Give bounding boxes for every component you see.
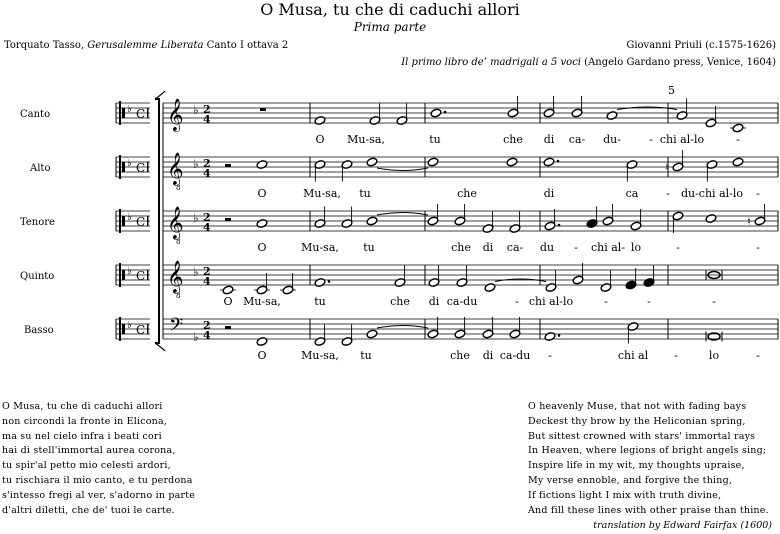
- whole-note: [705, 214, 717, 224]
- half-note: [394, 278, 406, 288]
- lyric-syllable: O: [223, 295, 233, 308]
- whole-note: [256, 160, 268, 170]
- voice-name-alto: Alto: [30, 163, 51, 174]
- time-signature-bottom: 4: [203, 329, 211, 342]
- incipit-clef-mark: [119, 155, 121, 179]
- time-signature-top: 2: [203, 211, 211, 224]
- octave-mark: 8: [176, 292, 181, 300]
- poem-line-italian: non circondi la fronte in Elicona,: [2, 415, 168, 427]
- lyric-syllable: chi al-lo: [528, 295, 574, 308]
- half-note: [626, 160, 638, 170]
- quarter-note: [625, 280, 637, 290]
- lyric-syllable: O: [315, 133, 325, 146]
- time-signature-top: 2: [203, 103, 211, 116]
- lyric-syllable: -: [548, 349, 552, 362]
- whole-note: [430, 108, 442, 118]
- lyric-syllable: -: [666, 187, 670, 200]
- lyric-syllable: Mu-sa,: [303, 187, 341, 200]
- poem-line-italian: tu rischiara il mio canto, e tu perdona: [2, 475, 193, 486]
- whole-note: [366, 216, 378, 226]
- time-signature-bottom: 4: [203, 275, 211, 288]
- half-note: [507, 108, 519, 118]
- lyric-syllable: di: [482, 349, 494, 362]
- half-note: [341, 337, 353, 347]
- lyric-syllable: ca-du: [499, 349, 531, 362]
- dot: [558, 224, 561, 227]
- half-note: [314, 219, 326, 229]
- half-note: [396, 116, 408, 126]
- lyric-syllable: -: [756, 187, 760, 200]
- dot: [558, 334, 561, 337]
- incipit-clef-mark: [122, 324, 125, 334]
- time-signature-bottom: 4: [203, 221, 211, 234]
- dot: [328, 280, 331, 283]
- half-note: [509, 224, 521, 234]
- half-note: [314, 337, 326, 347]
- source-title: Il primo libro de’ madrigali a 5 voci: [401, 57, 581, 68]
- incipit-clef-mark: [122, 108, 125, 118]
- lyric-syllable: che: [390, 295, 410, 308]
- incipit-clef-mark: [119, 209, 121, 233]
- half-note: [571, 108, 583, 118]
- poet-work: Gerusalemme Liberata: [87, 40, 204, 51]
- whole-note: [544, 332, 556, 342]
- lyric-syllable: -: [736, 133, 740, 146]
- half-note: [509, 329, 521, 339]
- lyric-syllable: di: [482, 241, 494, 254]
- incipit-clef-mark: [119, 263, 121, 287]
- tie: [377, 168, 428, 171]
- poem-line-italian: tu spir'al petto mio celesti ardori,: [2, 460, 171, 472]
- half-note: [572, 275, 584, 285]
- lyric-syllable: di: [543, 187, 555, 200]
- bass-clef: 𝄢: [169, 315, 184, 340]
- incipit-rest: [147, 162, 149, 172]
- whole-note: [732, 157, 744, 167]
- lyric-syllable: tu: [360, 349, 372, 362]
- piece-title: O Musa, tu che di caduchi allori: [260, 0, 520, 19]
- whole-note: [484, 283, 496, 293]
- time-signature-top: 2: [203, 157, 211, 170]
- whole-note: [543, 157, 555, 167]
- whole-note: [427, 157, 439, 167]
- system-bracket: [155, 99, 159, 343]
- half-note: [706, 160, 718, 170]
- lyric-syllable: -: [756, 241, 760, 254]
- poem-line-english: My verse ennoble, and forgive the thing,: [528, 475, 733, 486]
- lyric-syllable: di: [543, 133, 555, 146]
- lyric-syllable: chi al-lo: [659, 133, 705, 146]
- lyric-syllable: du: [539, 241, 555, 254]
- half-note: [282, 285, 294, 295]
- time-signature-bottom: 4: [203, 113, 211, 126]
- half-note: [427, 329, 439, 339]
- incipit-mensuration: C: [136, 269, 146, 283]
- poet-name: Torquato Tasso,: [4, 40, 88, 51]
- natural-sign: ♮: [665, 161, 669, 174]
- poem-line-english: O heavenly Muse, that not with fading bays: [528, 401, 747, 412]
- lyric-syllable: che: [503, 133, 523, 146]
- half-rest: [225, 218, 231, 221]
- lyric-syllable: tu: [314, 295, 326, 308]
- lyric-syllable: lo: [630, 241, 642, 254]
- lyric-syllable: chi al-: [590, 241, 626, 254]
- incipit-flat: ♭: [127, 158, 132, 169]
- incipit-rest: [147, 108, 149, 118]
- octave-mark: 8: [176, 184, 181, 192]
- whole-note: [366, 157, 378, 167]
- incipit-flat: ♭: [127, 266, 132, 277]
- half-note: [672, 162, 684, 172]
- poem-line-italian: s'intesso fregi al ver, s'adorno in parte: [2, 489, 196, 501]
- lyric-syllable: -: [712, 295, 716, 308]
- tie: [377, 326, 428, 329]
- voice-name-quinto: Quinto: [20, 271, 55, 282]
- half-note: [256, 285, 268, 295]
- lyric-syllable: tu: [359, 187, 371, 200]
- time-signature-top: 2: [203, 265, 211, 278]
- lyric-syllable: che: [450, 349, 470, 362]
- voice-name-tenore: Tenore: [20, 217, 55, 228]
- poem-line-english: If fictions light I mix with truth divine,: [528, 489, 722, 501]
- poem-line-italian: d'altri diletti, che de' tuoi le carte.: [2, 504, 175, 516]
- incipit-rest: [147, 270, 149, 280]
- half-note: [602, 216, 614, 226]
- lyric-syllable: O: [257, 187, 267, 200]
- lyric-syllable: Mu-sa,: [301, 241, 339, 254]
- whole-note: [256, 337, 268, 347]
- half-note: [705, 118, 717, 128]
- treble-clef: 𝄞: [167, 152, 184, 185]
- half-rest: [225, 164, 231, 167]
- half-note: [543, 108, 555, 118]
- dot: [444, 111, 447, 114]
- incipit-clef-mark: [122, 216, 125, 226]
- incipit-rest: [147, 216, 149, 226]
- whole-note: [506, 157, 518, 167]
- measure-number: 5: [668, 84, 675, 97]
- lyric-syllable: du-chi al-lo: [680, 187, 744, 200]
- half-note: [545, 283, 557, 293]
- half-note: [427, 216, 439, 226]
- key-flat: ♭: [193, 103, 199, 117]
- time-signature-top: 2: [203, 319, 211, 332]
- voice-name-canto: Canto: [20, 109, 51, 120]
- whole-rest: [260, 108, 266, 111]
- bracket-hook: [155, 91, 165, 99]
- piece-subtitle: Prima parte: [353, 20, 427, 34]
- octave-mark: 8: [176, 238, 181, 246]
- lyric-syllable: che: [451, 241, 471, 254]
- lyric-syllable: -: [649, 133, 653, 146]
- lyric-syllable: -: [676, 241, 680, 254]
- lyric-syllable: O: [257, 241, 267, 254]
- voice-name-basso: Basso: [24, 325, 54, 336]
- half-note: [341, 160, 353, 170]
- key-flat: ♭: [193, 330, 199, 344]
- half-note: [314, 160, 326, 170]
- lyric-syllable: tu: [363, 241, 375, 254]
- lyric-syllable: du-: [603, 133, 621, 146]
- half-note: [428, 278, 440, 288]
- half-note: [454, 216, 466, 226]
- half-note: [600, 283, 612, 293]
- incipit-clef-mark: [119, 317, 121, 341]
- lyric-syllable: chi al: [617, 349, 649, 362]
- lyric-syllable: tu: [429, 133, 441, 146]
- incipit-flat: ♭: [127, 104, 132, 115]
- half-note: [544, 221, 556, 231]
- poem-line-english: Deckest thy brow by the Heliconian spring,: [528, 415, 746, 427]
- treble-clef: 𝄞: [167, 206, 184, 239]
- poem-line-italian: O Musa, tu che di caduchi allori: [2, 401, 163, 412]
- source-publisher: (Angelo Gardano press, Venice, 1604): [581, 57, 776, 68]
- incipit-mensuration: C: [136, 323, 146, 337]
- tie: [377, 213, 428, 216]
- half-note: [630, 221, 642, 231]
- poem-line-english: And fill these lines with other praise than thine.: [528, 504, 769, 516]
- natural-sign: ♮: [747, 215, 751, 228]
- half-rest: [225, 326, 231, 329]
- composer-credit: Giovanni Priuli (c.1575-1626): [626, 40, 776, 51]
- half-note: [482, 329, 494, 339]
- treble-clef: 𝄞: [167, 260, 184, 293]
- incipit-rest: [147, 324, 149, 334]
- poem-line-italian: hai di stell'immortal aurea corona,: [2, 445, 176, 457]
- half-note: [456, 278, 468, 288]
- lyric-syllable: ca: [625, 187, 639, 200]
- quarter-note: [586, 219, 598, 229]
- incipit-flat: ♭: [127, 320, 132, 331]
- half-note: [627, 322, 639, 332]
- lyric-syllable: -: [574, 241, 578, 254]
- half-note: [482, 224, 494, 234]
- whole-note: [314, 116, 326, 126]
- time-signature-bottom: 4: [203, 167, 211, 180]
- lyric-syllable: ca-: [568, 133, 586, 146]
- whole-note: [606, 111, 618, 121]
- half-note: [369, 116, 381, 126]
- lyric-syllable: Mu-sa,: [347, 133, 385, 146]
- incipit-clef-mark: [119, 101, 121, 125]
- lyric-syllable: che: [457, 187, 477, 200]
- key-flat: ♭: [193, 157, 199, 171]
- dot: [557, 160, 560, 163]
- treble-clef: 𝄞: [167, 98, 184, 131]
- key-flat: ♭: [193, 265, 199, 279]
- poem-line-english: But sittest crowned with stars' immortal rays: [528, 430, 756, 442]
- key-flat: ♭: [193, 211, 199, 225]
- poet-ref: Canto I ottava 2: [203, 40, 289, 51]
- lyric-syllable: di: [428, 295, 440, 308]
- whole-note: [366, 329, 378, 339]
- lyric-syllable: -: [515, 295, 519, 308]
- half-note: [341, 219, 353, 229]
- incipit-mensuration: C: [136, 107, 146, 121]
- poem-line-english: Inspire life in my wit, my thoughts upraise,: [528, 460, 745, 472]
- poem-line-english: In Heaven, where legions of bright angels sing;: [528, 445, 767, 457]
- lyric-syllable: -: [674, 349, 678, 362]
- lyric-syllable: O: [257, 349, 267, 362]
- lyric-syllable: Mu-sa,: [301, 349, 339, 362]
- bracket-hook: [155, 343, 165, 351]
- quarter-note: [643, 278, 655, 288]
- incipit-mensuration: C: [136, 215, 146, 229]
- whole-note: [314, 278, 326, 288]
- whole-note: [732, 123, 744, 133]
- lyric-syllable: lo: [708, 349, 720, 362]
- half-note: [754, 216, 766, 226]
- incipit-clef-mark: [122, 162, 125, 172]
- incipit-flat: ♭: [127, 212, 132, 223]
- half-note: [454, 329, 466, 339]
- whole-note: [256, 219, 268, 229]
- half-note: [676, 111, 688, 121]
- incipit-clef-mark: [122, 270, 125, 280]
- incipit-mensuration: C: [136, 161, 146, 175]
- lyric-syllable: -: [756, 349, 760, 362]
- poem-line-italian: ma su nel cielo infra i beati cori: [2, 430, 162, 442]
- translator-credit: translation by Edward Fairfax (1600): [593, 520, 772, 531]
- lyric-syllable: Mu-sa,: [243, 295, 281, 308]
- whole-note: [222, 285, 234, 295]
- half-note: [672, 211, 684, 221]
- lyric-syllable: -: [604, 295, 608, 308]
- lyric-syllable: ca-du: [446, 295, 478, 308]
- lyric-syllable: -: [647, 295, 651, 308]
- lyric-syllable: ca-: [506, 241, 524, 254]
